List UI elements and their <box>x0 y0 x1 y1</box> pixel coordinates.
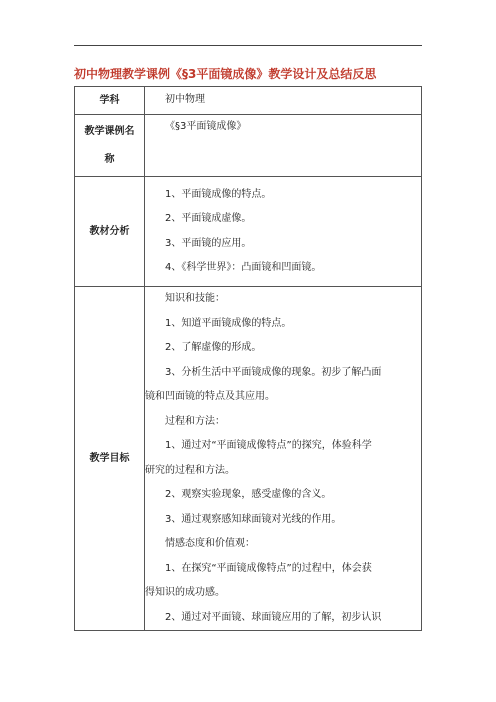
content-subject <box>145 87 422 115</box>
content-line: 3、平面镜的应用。 <box>165 237 252 249</box>
content-line: 2、了解虚像的形成。 <box>165 342 262 353</box>
content-line: 情感态度和价值观： <box>165 538 255 549</box>
header-rule <box>74 45 422 46</box>
content-line: 知识和技能： <box>165 293 225 304</box>
row-lesson-name <box>75 115 422 177</box>
content-line: 研究的过程和方法。 <box>145 464 235 476</box>
content-lesson-name <box>145 115 422 177</box>
content-line: 3、通过观察感知球面镜对光线的作用。 <box>165 513 342 525</box>
content-textbook-analysis <box>145 177 422 287</box>
row-subject <box>75 87 422 115</box>
content-line: 《§3平面镜成像》 <box>165 121 247 132</box>
label-subject: 学科 <box>75 87 145 115</box>
content-line: 得知识的成功感。 <box>145 587 225 598</box>
row-teaching-objectives <box>75 287 422 631</box>
content-line: 镜和凹面镜的特点及其应用。 <box>145 391 275 402</box>
content-line: 3、分析生活中平面镜成像的现象。初步了解凸面 <box>165 366 382 378</box>
content-line: 2、观察实验现象，感受虚像的含义。 <box>165 489 332 500</box>
label-line: 教学课例名 <box>84 125 135 137</box>
document-title: 初中物理教学课例《§3平面镜成像》教学设计及总结反思 <box>74 67 377 81</box>
content-line: 1、通过对“平面镜成像特点”的探究，体验科学 <box>165 440 372 451</box>
content-teaching-objectives <box>145 287 422 631</box>
content-line: 2、平面镜成虚像。 <box>165 213 252 224</box>
content-line: 1、在探究“平面镜成像特点”的过程中，体会获 <box>165 562 372 574</box>
row-textbook-analysis <box>75 177 422 287</box>
lesson-plan-table <box>74 86 422 631</box>
label-line: 称 <box>104 153 115 165</box>
content-line: 初中物理 <box>165 94 205 106</box>
content-line: 1、平面镜成像的特点。 <box>165 188 272 200</box>
content-line: 1、知道平面镜成像的特点。 <box>165 317 292 329</box>
label-teaching-objectives: 教学目标 <box>75 287 145 631</box>
label-lesson-name <box>75 115 145 177</box>
content-line: 4、《科学世界》：凸面镜和凹面镜。 <box>165 262 322 273</box>
content-line: 2、通过对平面镜、球面镜应用的了解，初步认识 <box>165 611 382 623</box>
label-textbook-analysis: 教材分析 <box>75 177 145 287</box>
content-line: 过程和方法： <box>165 415 225 427</box>
